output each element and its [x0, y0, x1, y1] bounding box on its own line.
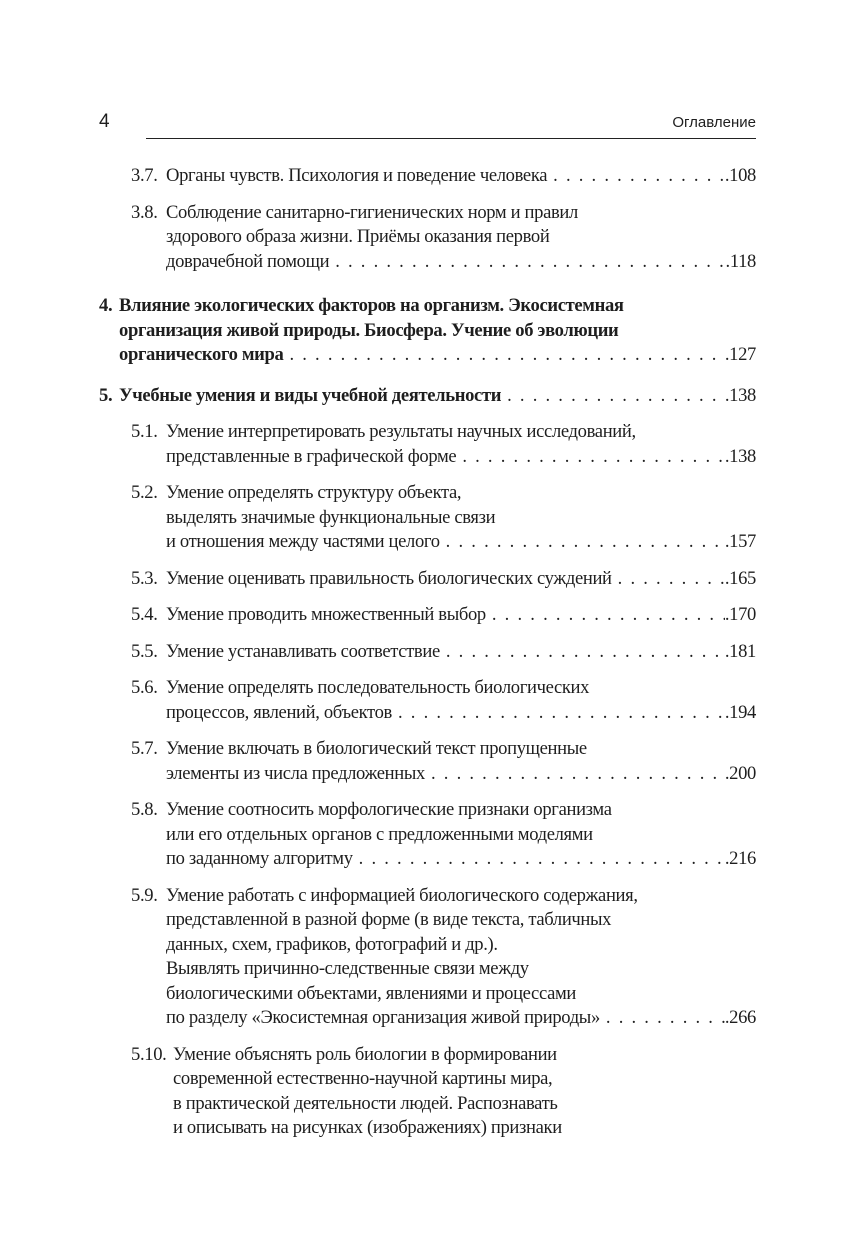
toc-entry-number: 5.7. — [131, 738, 158, 759]
toc-entry-title-line: биологическими объектами, явлениями и процессами — [166, 982, 577, 1004]
running-header-title: Оглавление — [672, 114, 756, 131]
header-rule — [146, 138, 756, 139]
toc-entry-title-line: Органы чувств. Психология и поведение человека — [166, 165, 548, 186]
toc-entry[interactable] — [99, 603, 756, 628]
toc-entry-page: .200 — [724, 762, 756, 784]
toc-entry-number: 5.8. — [131, 799, 158, 820]
toc-entry-number: 4. — [99, 295, 113, 316]
toc-entry-page: .108 — [724, 165, 756, 186]
toc-entry-title-line: Умение соотносить морфологические признаки организма — [166, 799, 612, 820]
toc-entry-title-line: данных, схем, графиков, фотографий и др.). — [166, 933, 498, 955]
toc-entry-title-line: Умение работать с информацией биологического содержания, — [166, 884, 638, 906]
toc-entry-title-line: доврачебной помощи — [166, 250, 330, 272]
toc-entry-title-line: Влияние экологических факторов на организм. Экосистемная — [119, 295, 624, 316]
toc-entry-page: .157 — [724, 531, 756, 552]
toc-entry-title-line: элементы из числа предложенных — [166, 762, 425, 784]
toc-entry-title-line: Умение проводить множественный выбор — [166, 604, 486, 625]
toc-entry-page: .170 — [724, 604, 756, 625]
dot-leader — [353, 847, 725, 872]
toc-entry-title-line: Умение определять структуру объекта, — [166, 482, 462, 503]
toc-entry-title-line: или его отдельных органов с предложенными моделями — [166, 823, 593, 845]
toc-entry-page: .194 — [724, 701, 756, 723]
toc-entry-page: .266 — [724, 1007, 756, 1028]
toc-entry-title-line: Учебные умения и виды учебной деятельности — [119, 384, 502, 406]
toc-entry[interactable] — [99, 420, 756, 469]
toc-entry-title-line: представленные в графической форме — [166, 445, 457, 467]
toc-entry-page: .118 — [725, 250, 756, 272]
toc-entry-page: .165 — [724, 567, 756, 589]
toc-entry-title-line: организация живой природы. Биосфера. Учение об эволюции — [119, 319, 619, 341]
toc-entry-title-line: по разделу «Экосистемная организация живой природы» — [166, 1007, 600, 1028]
toc-entry-title-line: здорового образа жизни. Приёмы оказания первой — [166, 226, 550, 247]
dot-leader — [486, 603, 725, 628]
toc-entry-title-line: Умение объяснять роль биологии в формировании — [173, 1043, 557, 1065]
toc-entry-title-line: представленной в разной форме (в виде текста, табличных — [166, 909, 612, 930]
dot-leader — [329, 250, 725, 275]
toc-entry[interactable] — [99, 481, 756, 555]
dot-leader — [612, 567, 725, 592]
toc-entry-number: 5.10. — [131, 1043, 167, 1065]
toc-entry-title-line: выделять значимые функциональные связи — [166, 506, 496, 528]
toc-entry[interactable] — [99, 201, 756, 275]
toc-entry-number: 5.6. — [131, 677, 158, 698]
toc-entry[interactable] — [99, 164, 756, 189]
toc-entry-number: 5.9. — [131, 884, 158, 906]
toc-entry-title-line: и описывать на рисунках (изображениях) признаки — [173, 1117, 562, 1138]
toc-entry[interactable] — [99, 384, 756, 409]
toc-entry-title-line: Умение интерпретировать результаты научных исследований, — [166, 421, 636, 442]
toc-entry-title-line: Умение устанавливать соответствие — [166, 640, 440, 662]
toc-entry[interactable] — [99, 737, 756, 786]
page-number: 4 — [99, 111, 110, 132]
toc-entry[interactable] — [99, 884, 756, 1031]
toc-entry[interactable] — [99, 798, 756, 872]
toc-entry-page: .181 — [724, 640, 756, 662]
dot-leader — [392, 701, 725, 726]
toc-entry-number: 3.7. — [131, 165, 158, 186]
toc-entry[interactable] — [99, 567, 756, 592]
toc-entry[interactable] — [99, 294, 756, 368]
table-of-contents — [99, 152, 756, 1141]
toc-entry-title-line: Соблюдение санитарно-гигиенических норм и правил — [166, 201, 578, 223]
toc-entry-title-line: Умение включать в биологический текст пропущенные — [166, 738, 587, 759]
dot-leader — [425, 762, 725, 787]
toc-entry-number: 5.5. — [131, 640, 158, 662]
toc-entry-number: 3.8. — [131, 201, 158, 223]
toc-entry-number: 5.2. — [131, 482, 158, 503]
toc-entry-page: .138 — [724, 384, 756, 406]
toc-entry-title-line: процессов, явлений, объектов — [166, 701, 392, 723]
toc-entry-title-line: органического мира — [119, 344, 284, 365]
dot-leader — [600, 1006, 725, 1031]
toc-entry-number: 5.3. — [131, 567, 158, 589]
dot-leader — [501, 384, 725, 409]
toc-entry-number: 5. — [99, 384, 113, 406]
toc-entry-number: 5.1. — [131, 421, 158, 442]
dot-leader — [456, 445, 725, 470]
toc-entry-number: 5.4. — [131, 604, 158, 625]
toc-entry-title-line: по заданному алгоритму — [166, 848, 353, 869]
dot-leader — [440, 530, 725, 555]
dot-leader — [440, 640, 725, 665]
toc-entry-title-line: современной естественно-научной картины мира, — [173, 1068, 553, 1089]
toc-entry-title-line: Умение определять последовательность биологических — [166, 677, 590, 698]
toc-entry-title-line: в практической деятельности людей. Распознавать — [173, 1092, 558, 1114]
toc-entry-title-line: Выявлять причинно-следственные связи между — [166, 958, 529, 979]
toc-entry[interactable] — [99, 1043, 756, 1141]
toc-entry-title-line: и отношения между частями целого — [166, 531, 440, 552]
toc-entry-page: .216 — [724, 848, 756, 869]
toc-entry-page: .138 — [724, 445, 756, 467]
toc-entry-title-line: Умение оценивать правильность биологических суждений — [166, 567, 612, 589]
dot-leader — [283, 343, 724, 368]
toc-entry[interactable] — [99, 640, 756, 665]
toc-entry-page: .127 — [724, 344, 756, 365]
dot-leader — [547, 164, 725, 189]
toc-entry[interactable] — [99, 676, 756, 725]
